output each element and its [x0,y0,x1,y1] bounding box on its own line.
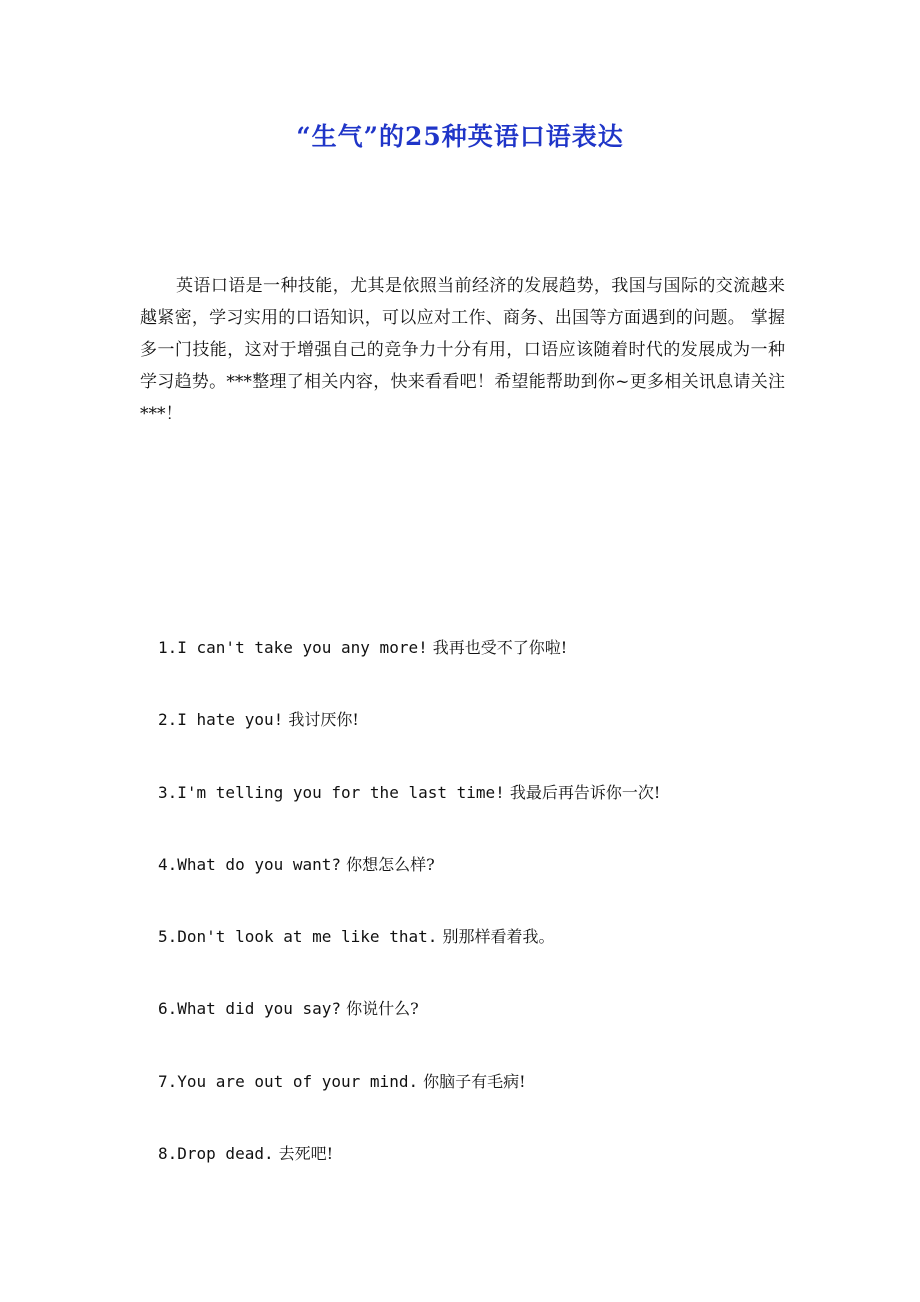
phrase-item-5 [158,919,858,991]
phrase-item-6 [158,991,858,1063]
phrase-english: I hate you! [177,710,284,730]
document-title: “生气”的25种英语口语表达 [296,122,624,151]
phrase-item-4 [158,847,858,919]
phrase-number: 4. [158,854,178,874]
phrase-number: 7. [158,1071,178,1091]
phrase-list [158,630,858,1208]
phrase-number: 3. [158,782,178,802]
phrase-number: 5. [158,927,178,947]
phrase-chinese: 我最后再告诉你一次! [504,782,661,802]
phrase-item-8 [158,1136,858,1208]
phrase-number: 6. [158,999,178,1019]
phrase-item-2 [158,702,858,774]
phrase-chinese: 我讨厌你! [283,710,359,730]
phrase-english: What do you want? [177,854,342,874]
phrase-chinese: 去死吧! [273,1144,334,1164]
phrase-item-7 [158,1064,858,1136]
phrase-english: Drop dead. [177,1144,274,1164]
phrase-english: What did you say? [177,999,342,1019]
phrase-english: You are out of your mind. [177,1071,419,1091]
phrase-chinese: 你说什么? [341,999,419,1019]
phrase-english: I'm telling you for the last time! [177,782,505,802]
phrase-item-3 [158,775,858,847]
intro-paragraph: 英语口语是一种技能，尤其是依照当前经济的发展趋势，我国与国际的交流越来越紧密，学习实用的口语知识，可以应对工作、商务、出国等方面遇到的问题。 掌握多一门技能，这对于增强自己的竞争力十分有用，口语应该随着时代的发展成为一种学习趋势。***整理了相关内容，快来看看吧！希望能帮助到你~更多相关讯息请关注***！ [140,276,785,424]
phrase-english: Don't look at me like that. [177,927,438,947]
phrase-number: 1. [158,638,178,657]
phrase-chinese: 你想怎么样? [341,854,435,874]
phrase-item-1 [158,630,858,702]
phrase-chinese: 别那样看着我。 [437,927,555,947]
phrase-number: 2. [158,710,178,730]
phrase-number: 8. [158,1144,178,1164]
phrase-chinese: 你脑子有毛病! [418,1071,526,1091]
phrase-chinese: 我再也受不了你啦! [427,638,568,657]
phrase-english: I can't take you any more! [177,638,428,657]
